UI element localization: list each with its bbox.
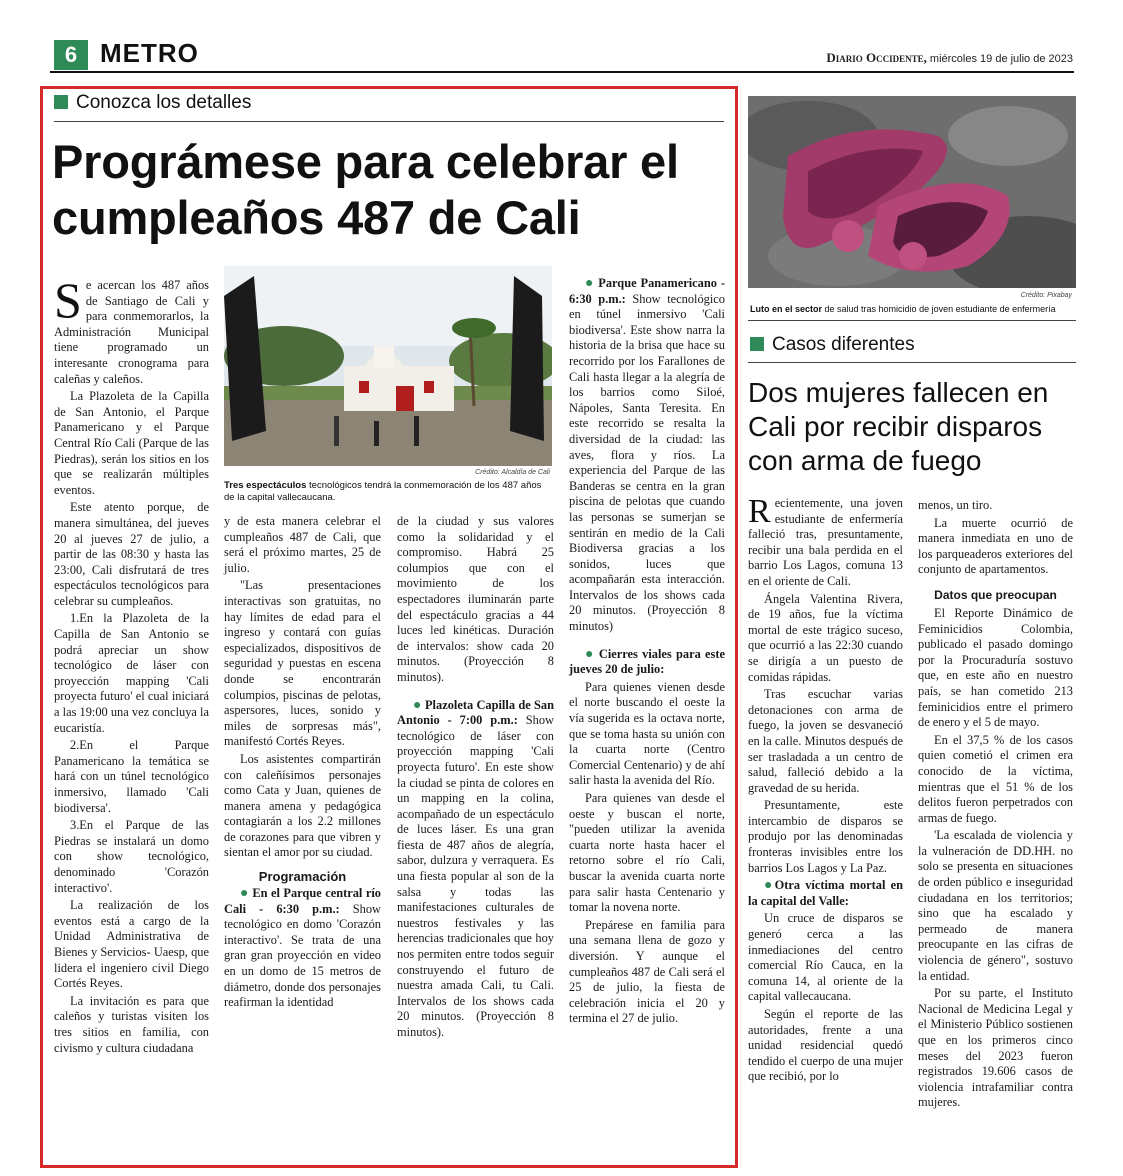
issue-date: miércoles 19 de julio de 2023 (929, 53, 1073, 65)
paragraph: Tras escuchar varias detonaciones con arma de fuego, la joven se desvaneció en la calle. Minutos después de ser trasladada a un centro de salud, falleció debido a la gravedad de su herida. (748, 687, 903, 795)
green-square-icon (750, 337, 764, 351)
side-headline: Dos mujeres fallecen en Cali por recibir disparos con arma de fuego (748, 377, 1049, 476)
bold-lead: Parque Panamericano - 6:30 p.m.: (569, 276, 725, 306)
main-kicker-text: Conozca los detalles (76, 92, 252, 113)
paragraph: 3.En el Parque de las Piedras se instalará un domo con show tecnológico, denominado 'Corazón interactivo'. (54, 818, 209, 895)
paragraph: La realización de los eventos está a cargo de la Unidad Administrativa de Bienes y Servicios- Uaesp, que lidera el ingeniero civil Diego Cortés Reyes. (54, 898, 209, 991)
paragraph: Por su parte, el Instituto Nacional de Medicina Legal y el Ministerio Público sostienen que en los primeros cinco meses del 2023 fueron registrados 19.606 casos de violencia intrafamiliar contra mujeres. (918, 986, 1073, 1110)
paragraph: La muerte ocurrió de manera inmediata en uno de los parqueaderos exteriores del conjunto de apartamentos. (918, 515, 1073, 577)
main-col-4 (569, 276, 725, 1029)
paragraph: Para quienes vienen desde el norte buscando el oeste la vía sugerida es la octava norte, que se toma hasta su unión con la cuarta norte (Centro Comercial Centenario) y de ahí salir hasta la avenida del Río. (569, 679, 725, 788)
paragraph: 'La escalada de violencia y la vulneración de DD.HH. no solo se presenta en situaciones de orden público e inseguridad ciudadana en los territorios; sino que ha escalado y permeado de manera preocupante en las cifras de violencia de género", sostuvo la entidad. (918, 828, 1073, 983)
caption-bold: Tres espectáculos (224, 480, 307, 491)
green-bullet-icon: ● (240, 886, 249, 902)
page-number: 6 (54, 40, 88, 70)
green-bullet-icon: ● (764, 878, 775, 894)
paragraph: "Las presentaciones interactivas son gratuitas, no hay límites de edad para el ingreso y contará con guías especializados, dispositivos de seguridad y puestas en escena donde se encontrarán columpios, piscinas de pelotas, aspersores, luces, sonido y miles de sorpresas más", manifestó Cortés Reyes. (224, 578, 381, 749)
dropcap: S (54, 272, 82, 328)
bold-lead: Cierres viales para este jueves 20 de julio: (569, 646, 725, 677)
main-kicker (54, 92, 251, 114)
main-photo (224, 266, 552, 466)
main-photo-caption (224, 480, 552, 504)
main-photo-credit: Crédito: Alcaldía de Cali (475, 469, 550, 476)
paragraph: La invitación es para que caleños y turistas visiten los tres sitios en familia, con civismo y cultura ciudadana (54, 993, 209, 1055)
paragraph: Los asistentes compartirán con caleñísimos personajes como Cata y Juan, quienes de manera amena y pedagógica contagiarán a los 2.2 millones de corazones para que vibren y sientan el amor por su ciudad. (224, 751, 381, 860)
main-col-3 (397, 514, 554, 1043)
side-col-1 (748, 493, 903, 1087)
dropcap: R (748, 493, 771, 530)
caption-text: de salud tras homicidio de joven estudiante de enfermería (822, 304, 1056, 314)
paragraph: de la ciudad y sus valores como la solidaridad y el compromiso. Habrá 25 columpios que con el movimiento de los espectadores iluminarán parte del espectáculo gracias a 44 luces led kinéticas. Duración de intervalos: show cada 20 minutos. (Proyección 8 minutos). (397, 514, 554, 684)
bold-lead: Otra víctima mortal en la capital del Valle: (748, 878, 903, 908)
paragraph: En el 37,5 % de los casos quien cometió el crimen era conocido de la víctima, mientras que el 51 % de los delitos fueron perpetrados con armas de fuego. (918, 732, 1073, 825)
green-bullet-icon: ● (413, 697, 422, 713)
section-title: METRO (100, 38, 199, 68)
programacion-subhead: Programación (258, 869, 347, 885)
side-rule (748, 320, 1076, 321)
paragraph: y de esta manera celebrar el cumpleaños 487 de Cali, que será el próximo martes, 25 de julio. (224, 514, 381, 575)
paragraph: Según el reporte de las autoridades, frente a una unidad residencial quedó tendido el cuerpo de una mujer que recibió, por lo (748, 1007, 903, 1084)
caption-text: tecnológicos tendrá la conmemoración de los 487 años de la capital vallecaucana. (224, 480, 542, 503)
side-photo (748, 96, 1076, 288)
side-kicker-text: Casos diferentes (772, 334, 915, 355)
paragraph: Prepárese en familia para una semana llena de gozo y diversión. Y aunque el cumpleaños 487 de Cali será el 25 de julio, la fiesta de celebración inicia el 20 y termina el 27 de julio. (569, 917, 725, 1026)
side-col-2 (918, 498, 1073, 1113)
masthead (826, 50, 1073, 66)
side-kicker-rule (748, 362, 1076, 363)
paragraph: La Plazoleta de la Capilla de San Antonio, el Parque Panamericano y el Parque Central Río Cali (Parque de las Piedras), serán los sitios en los que se realizarán múltiples eventos. (54, 389, 209, 497)
paragraph: El Reporte Dinámico de Feminicidios Colombia, publicado el pasado domingo por la Procuraduría sostuvo que, en este año en nuestro país, se han cometido 213 feminicidios entre el primero de enero y el 5 de mayo. (918, 605, 1073, 730)
paragraph: ecientemente, una joven estudiante de enfermería falleció tras, presuntamente, recibir una bala perdida en el barrio Los Lagos, comuna 13 en el oriente de Cali. (748, 496, 903, 588)
datos-subhead: Datos que preocupan (934, 587, 1057, 602)
header-rule (50, 71, 1074, 73)
paragraph: Presuntamente, este intercambio de disparos se produjo por las denominadas fronteras invisibles entre los barrios Los Lagos y La Paz. (748, 798, 903, 875)
paragraph: menos, un tiro. (918, 498, 993, 512)
main-headline: Prográmese para celebrar el cumpleaños 487 de Cali (52, 135, 679, 244)
side-photo-credit: Crédito: Pixabay (1020, 292, 1072, 299)
green-square-icon (54, 95, 68, 109)
side-kicker (750, 334, 915, 356)
caption-bold: Luto en el sector (750, 304, 823, 314)
paragraph: Para quienes van desde el oeste y buscan el norte, "pueden utilizar la avenida cuarta norte hasta hacer el retorno sobre el río Cali, buscar la avenida cuarta norte para salir hasta Centenario y tomar la novena norte. (569, 791, 725, 915)
green-bullet-icon: ● (585, 276, 595, 291)
paragraph: Un cruce de disparos se generó cerca a las inmediaciones del centro comercial Río Cauca, en la comuna 14, al oriente de la capital vallecaucana. (748, 911, 903, 1004)
paragraph: Este atento porque, de manera simultánea, del jueves 20 al jueves 27 de julio, a partir de las 08:30 y hasta las 23:00, Cali disfrutará de tres espectáculos tecnológicos para celebrar su cumpleaños. (54, 500, 209, 608)
chapel-photo (224, 266, 552, 466)
bold-lead: En el Parque central río Cali - 6:30 p.m.: (224, 886, 381, 916)
newspaper-name: Diario Occidente, (826, 50, 927, 65)
main-col-2 (224, 514, 381, 1013)
paragraph: Ángela Valentina Rivera, de 19 años, fue la víctima mortal de este trágico suceso, que ocurrió a las 22:30 cuando se dirigía a un puesto de comidas rápidas. (748, 591, 903, 684)
kicker-rule (54, 121, 724, 122)
paragraph: Show tecnológico en domo 'Corazón interactivo'. Se trata de una gran gran proyección en video en un domo de 15 metros de diámetro, donde dos personajes reafirman la identidad (224, 901, 381, 1010)
paragraph: 2.En el Parque Panamericano la temática se hará con un túnel tecnológico inmersivo, llamado 'Cali biodiversa'. (54, 738, 209, 815)
shoes-photo (748, 96, 1076, 288)
bold-lead: Plazoleta Capilla de San Antonio - 7:00 p.m.: (397, 697, 554, 728)
main-col-1 (54, 272, 209, 1058)
paragraph: Show tecnológico de láser con proyección mapping 'Cali proyecta futuro'. En este show la ciudad se pinta de colores en un mapping en la colina, acompañado de un espectáculo de luces láser. Es una gran fiesta de 487 años de alegría, sabor, dulzura y verraquera. Es una fiesta popular al son de la salsa y todas las manifestaciones culturales de nuestros festivales y las herencias tradicionales que hoy nos permiten entre todos seguir construyendo el futuro de nuestra amada Cali, tu Cali. Intervalos de los shows cada 20 minutos. (Proyección 8 minutos). (397, 713, 554, 1039)
paragraph: e acercan los 487 años de Santiago de Cali y para conmemorarlos, la Administración Municipal tiene programado un interesante cronograma para caleñas y caleños. (54, 278, 209, 386)
paragraph: Show tecnológico en túnel inmersivo 'Cali biodiversa'. Este show narra la historia de la brisa que hace su recorrido por los Farallones de Cali hasta llegar a la alegría de los barrios como Siloé, Nápoles, Santa Teresita. En este recorrido se resalta la diversidad de la ciudad: las aves, flora y ríos. La experiencia del Parque de las Banderas se centra en la gran piscina de pelotas que cuando las personas se sumerjan se sentirán en medio de la Cali Biodiversa gracias a los sonidos, luces que acompañarán esta interacción. Intervalos de los shows cada 20 minutos. (Proyección 8 minutos) (569, 291, 725, 634)
green-bullet-icon: ● (585, 646, 595, 662)
paragraph: 1.En la Plazoleta de la Capilla de San Antonio se podrá apreciar un show tecnológico de láser con proyección mapping 'Cali proyecta futuro' el cual iniciará a las 19:00 una vez concluya la eucaristía. (54, 611, 209, 735)
side-photo-caption (750, 303, 1076, 315)
